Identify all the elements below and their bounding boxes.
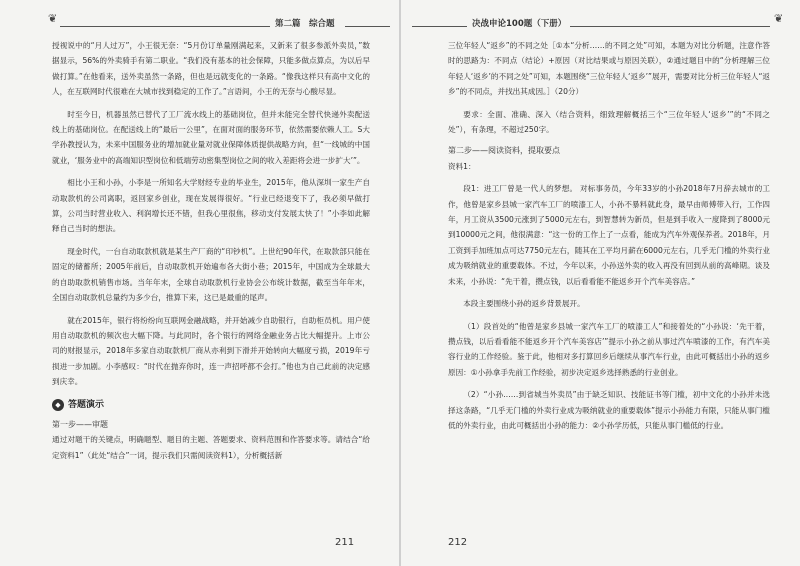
header-rule [60, 26, 270, 27]
paragraph: 通过对题干的关键点，明确题型、题目的主题、答题要求、资料范围和作答要求等。请结合“给定资料1”（此处“结合”一词，提示我们只需阅读资料1），分析概括新 [52, 435, 370, 460]
header-rule [570, 26, 770, 27]
header-rule [345, 26, 390, 27]
analysis-item: （2）“小孙……到省城当外卖员”由于缺乏知识、技能证书等门槛，初中文化的小孙并未选择这条路，“几乎无门槛的外卖行业成为吸纳就业的重要载体”提示小孙能力有限，只能从事门槛低的外卖行业，由此可概括出小孙的能力：②小孙学历低，只能从事门槛低的行业。 [448, 390, 770, 430]
paragraph: 时至今日，机器虽然已替代了工厂流水线上的基础岗位，但并未能完全替代快递外卖配送线上的基础岗位。在配送线上的“最后一公里”，在面对面的服务环节，依然需要依赖人工。S大学孙教授认为，未来中国服务业的增加就业量对就业保障体质提供战略方向，但“一线城的中国就业，‘服务业中的高端知识型岗位和低端劳动密集型岗位之间的收入差距将会进一步扩大’”。 [52, 109, 370, 165]
paragraph: 相比小王和小孙，小李是一所知名大学财经专业的毕业生，2015年，他从深圳一家生产自动取款机的公司离职，返回家乡创业，现在发展得很好。“行业已经退变下了，我必须早做打算，公司当时营业收入、利润增长还不错，但我心里很焦，移动支付发展太快了！”小李如此解释自己当时的想法。 [52, 178, 370, 234]
right-body [448, 38, 770, 433]
leaf-ornament-icon: ❦ [48, 12, 58, 25]
material-label: 资料1： [448, 161, 476, 171]
step-title: 第二步——阅读资料，提取要点 [448, 146, 560, 156]
right-page [400, 0, 800, 566]
subhead: 本段主要围绕小孙的返乡背景展开。 [463, 299, 585, 309]
step-title: 第一步——审题 [52, 419, 108, 429]
analysis-item: （1）段首处的“他曾是家乡县城一家汽车工厂的喷漆工人”和接着处的“小孙说：‘先干着，攒点钱，以后看看能不能返乡开个汽车美容店’”提示小孙之前从事过汽车喷漆的工作，有汽车美容行业的工作经验。鉴于此，他相对多打算回乡后继续从事汽车行业，由此可概括出小孙的返乡原因：①小孙拿手先前工作经验，初步决定返乡选择熟悉的行业创业。 [448, 321, 770, 377]
section-header [52, 398, 370, 413]
paragraph [448, 181, 770, 289]
paragraph: 授视说中的“月人过万”，小王很无奈：“5月份订单量刚满起来，又新来了很多参派外卖员，”数据显示，56%的外卖骑手有第二职业。“我们没有基本的社会保障，只能多做点算点，为以后早做打算。”在他看来，送外卖虽然一条路，但也是远就变化的一条路。“像我这样只有高中文化的人，在互联网时代很难在大城市找到稳定的工作了。”言语间，小王的无奈与心酸尽显。 [52, 41, 370, 97]
paragraph: 要求：全面、准确、深入（结合资料，细致理解概括三个“三位年轻人‘返乡’”的“不同之处”），有条理，不超过250字。 [448, 109, 770, 135]
header-book-title: 决战申论100题（下册） [472, 19, 567, 29]
section-bullet-icon: ◆ [52, 399, 64, 411]
paragraph: 就在2015年，银行将纷纷向互联网金融战略，并开始减少自助银行，自助柜员机。用户使用自动取款机的频次也大幅下降。与此同时，各个银行的网络金融业务占比大幅提升。上市公司的财报显示，2018年多家自动取款机厂商从亦利到下滑并开始转向大幅度亏损，2019年亏损进一步加剧。小李感叹：“时代在抛弃你时，连一声招呼都不会打。”他也为自己此前的决定感到庆幸。 [52, 315, 370, 387]
left-body [52, 38, 370, 463]
page-number: 212 [448, 537, 468, 548]
page-number: 211 [335, 537, 355, 548]
material-intro: 段1：进工厂曾是一代人的梦想。 [463, 184, 578, 194]
header-rule [412, 26, 467, 27]
header-chapter: 第二篇 综合题 [275, 19, 335, 29]
paragraph: 现金时代，一台自动取款机就是某生产厂商的“印钞机”。上世纪90年代，在取款部只能在固定的储蓄所；2005年前后，自动取款机开始遍布各大街小巷；2015年，中国成为全球最大的自助取款机销售市场。当年年末，全球自动取款机行业协会公布统计数据，截至当年年末，全国自动取款机总量约为多少台，推算下来，这已是最重的尾声。 [52, 246, 370, 303]
paragraph: 三位年轻人“返乡”的不同之处［①本“分析……的不同之处”可知，本题为对比分析题，注意作答时的思路为：不同点（结论）+原因（对比结果或与原因关联），②通过题目中的“分析理解三位年轻人‘返乡’的不同之处”可知，本题围绕“三位年轻人‘返乡’”展开，需要对比分析三位年轻人“返乡”的不同点，并找出其成因。］（20分） [448, 41, 770, 97]
leaf-ornament-icon: ❦ [774, 12, 784, 25]
material-body: 对标事务员，今年33岁的小孙2018年7月辞去城市的工作，他曾是家乡县城一家汽车工厂的喷漆工人，小孙不暴料就此身，最早由师傅带入行，工作四年，月工资从3500元涨到了5000元左右，到智慧转为新员，但是到手收入一度降到了8000元到10000元之间，他很满意：“这一份的工作上了一点看，能成为汽车外观保养者。2018年，月工资到手加班加点可达7750元左右，随其在工平均月薪在6000元左右，几乎无门槛的外卖行业成为吸纳就业的重要载体。不过，今年以来，小孙送外卖的收入再没有回到从前的高峰期。谈及未来，小孙说：“先干着，攒点钱，以后看看能不能返乡开个汽车美容店。” [448, 184, 770, 286]
section-title: 答题演示 [68, 399, 105, 410]
